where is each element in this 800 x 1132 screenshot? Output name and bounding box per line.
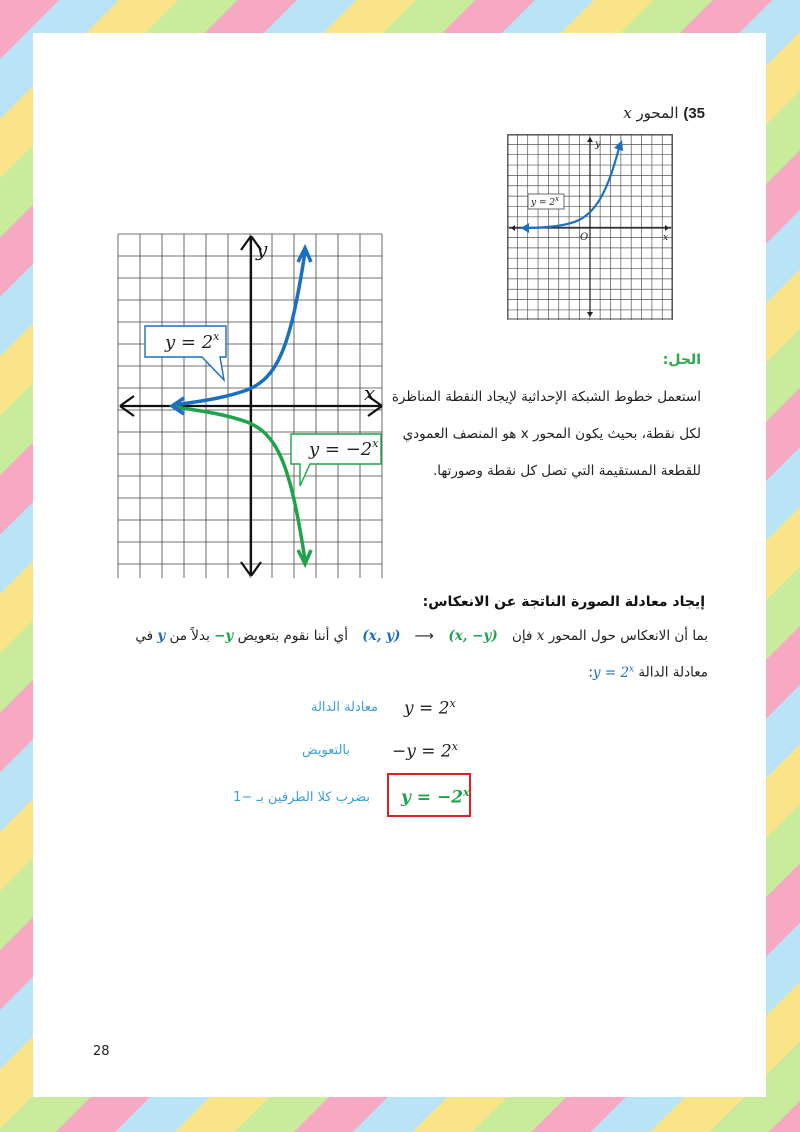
function-line: معادلة الدالة $y = 2^x$: [588, 664, 708, 681]
question-text: المحور [636, 104, 679, 122]
small-label: y = 2 [531, 198, 556, 208]
solution-line-2: لكل نقطة، بحيث يكون المحور x هو المنصف العمودي [402, 426, 701, 442]
big-axis-x: x [364, 381, 376, 405]
step-1-note: معادلة الدالة [311, 700, 378, 715]
pair-old: (x, y) [362, 628, 401, 644]
line1-text-e: في [135, 628, 154, 644]
svg-text:y = −2x: $y = -2^x$ [309, 437, 379, 460]
neg-y: −y [214, 628, 234, 644]
section-title: إيجاد معادلة الصورة الناتجة عن الانعكاس: [422, 594, 705, 610]
blue-label: y = 2 [165, 332, 214, 353]
line1-text-c: أي أننا نقوم بتعويض [237, 628, 348, 644]
line1-text-a: بما أن الانعكاس حول المحور [548, 628, 708, 644]
step-3-note: بضرب كلا الطرفين بـ −1 [233, 790, 370, 805]
question-number: 35) [683, 105, 705, 122]
reflection-line [135, 628, 708, 644]
solution-title: الحل: [662, 352, 701, 368]
small-curve [521, 148, 619, 228]
arrow: ⟶ [414, 628, 435, 644]
solution-line-1: استعمل خطوط الشبكة الإحداثية لإيجاد النقطة المناظرة [391, 389, 701, 405]
page-number: 28 [93, 1044, 110, 1059]
y-var: y [157, 628, 166, 644]
line2-colon: : [588, 664, 593, 681]
green-label-box [291, 434, 381, 486]
small-axis-x: x [663, 233, 669, 243]
line1-var: x [536, 628, 545, 644]
question-var: x [623, 104, 632, 122]
step-2-note: بالتعويض [302, 743, 350, 758]
blue-label-box [145, 326, 226, 380]
question-header [623, 104, 705, 122]
green-curve [174, 407, 305, 560]
svg-text:y = 2x: $y = 2^x$ [531, 195, 560, 208]
step-2-equation: $-y = 2^x$ [392, 740, 458, 762]
step-1-equation: $y = 2^x$ [404, 697, 456, 719]
small-graph [507, 134, 673, 320]
pair-new: (x, −y) [448, 628, 498, 644]
line2-eq: y = 2 [592, 664, 630, 681]
solution-line-3: للقطعة المستقيمة التي تصل كل نقطة وصورتها. [432, 463, 701, 479]
big-axis-y: y [256, 237, 268, 261]
big-graph [112, 230, 392, 582]
green-label: y = −2 [309, 439, 373, 460]
line1-text-b: فإن [512, 628, 533, 644]
svg-text:y = 2x: $y = 2^x$ [165, 330, 220, 353]
line1-text-d: بدلاً من [169, 628, 210, 644]
step-3-equation: $y = -2^x$ [401, 786, 470, 808]
line2-text: معادلة الدالة [638, 664, 708, 681]
small-origin: O [580, 232, 589, 243]
small-axis-y: y [595, 139, 601, 150]
